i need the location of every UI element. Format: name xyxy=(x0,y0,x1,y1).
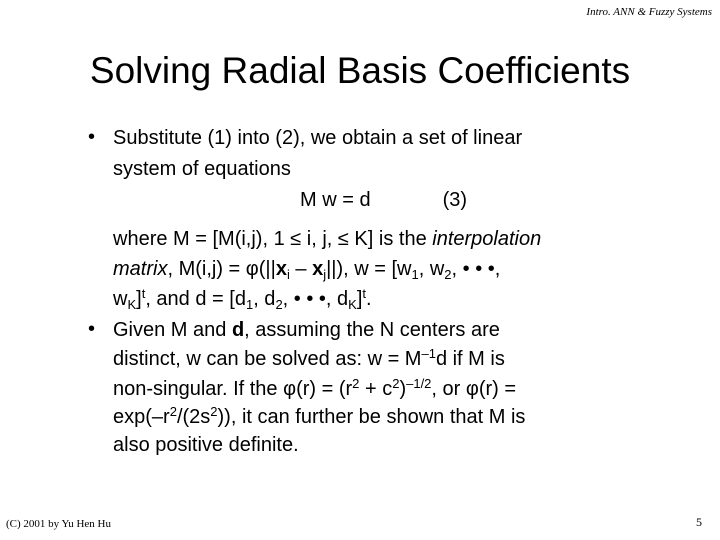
bullet-1-line-3: where M = [M(i,j), 1 ≤ i, j, ≤ K] is the interpolation xyxy=(113,228,542,250)
bullet-1-line-5: $w_K]^t$, and $d = [d_1$, $d_2$, • • •, $d_K]^t$. xyxy=(113,286,372,312)
bullet-2-line-3: non-singular. If the $\varphi(r) = (r^2 + c^2)^{-1/2}$, or φ(r) = xyxy=(113,376,517,400)
bullet-1-symbol: • xyxy=(88,126,96,148)
footer-copyright: (C) 2001 by Yu Hen Hu xyxy=(6,518,111,530)
bullet-2-line-4: $\exp(-r^2/(2s^2))$, it can further be shown that M is xyxy=(113,404,526,428)
page-number: 5 xyxy=(696,515,702,529)
bullet-1-line-2: system of equations xyxy=(113,158,291,180)
bullet-2-symbol: • xyxy=(88,318,96,340)
equation-text: M w = d xyxy=(300,189,371,211)
course-header: Intro. ANN & Fuzzy Systems xyxy=(586,6,712,18)
bullet-2-line-5: also positive definite. xyxy=(113,434,299,456)
equation-3 xyxy=(300,188,467,212)
bullet-1-line-4: matrix, $M(i,j) = \varphi(||x_i - x_j||)$, $w = [w_1$, $w_2$, • • •, xyxy=(113,258,501,282)
equation-number: (3) xyxy=(442,189,468,211)
bullet-2-line-2: distinct, w can be solved as: $w = M^{-1}d$ if M is xyxy=(113,346,505,370)
slide-title: Solving Radial Basis Coefficients xyxy=(89,50,631,91)
bullet-2-line-1: Given M and d, assuming the N centers are xyxy=(113,319,500,341)
bullet-1-line-1: Substitute (1) into (2), we obtain a set of linear xyxy=(113,127,523,149)
